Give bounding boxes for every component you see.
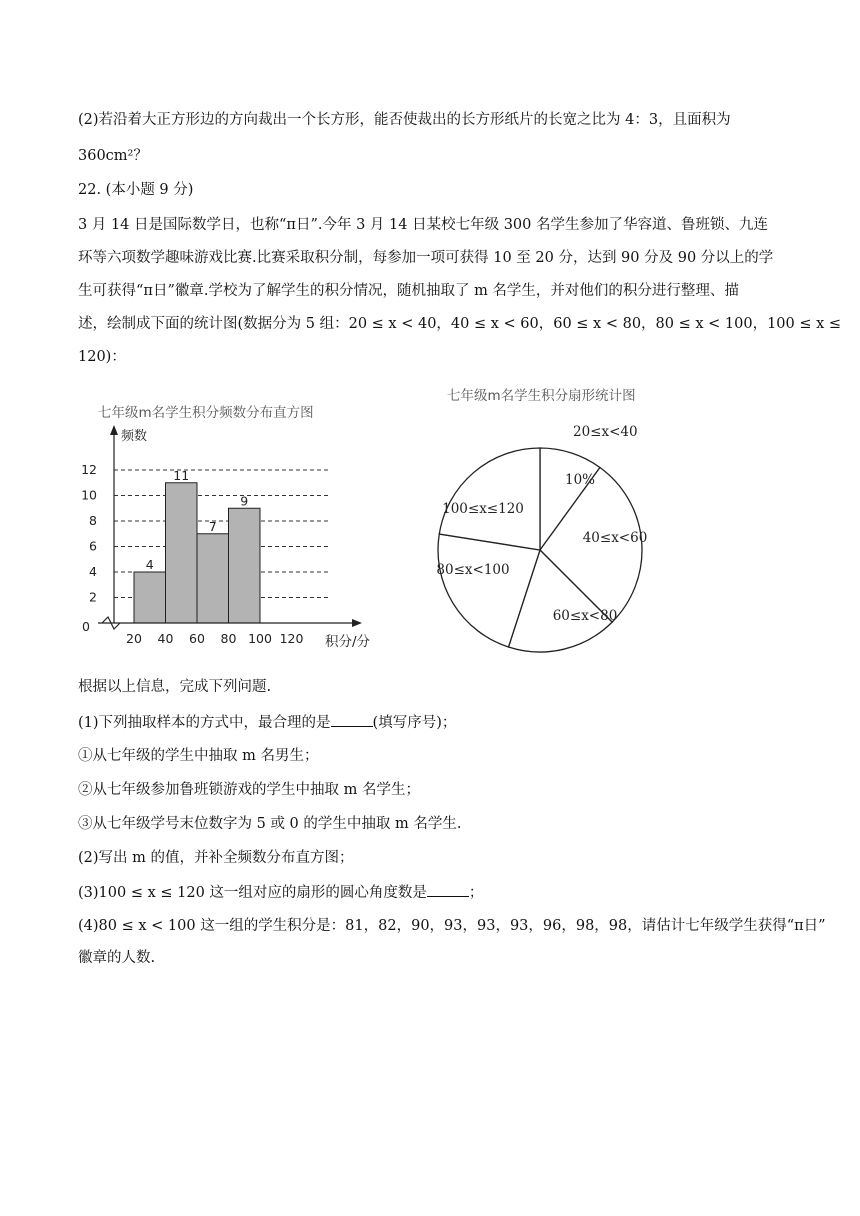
x-tick-60: 60 <box>189 631 205 646</box>
x-tick-80: 80 <box>220 631 237 646</box>
histogram-bar-2 <box>166 483 198 623</box>
question-22-paragraph-line-5: 120)： <box>78 349 126 365</box>
transition-text: 根据以上信息，完成下列问题. <box>78 679 272 695</box>
option-2: ②从七年级参加鲁班锁游戏的学生中抽取 m 名学生； <box>78 782 420 798</box>
pie-chart <box>425 380 655 660</box>
y-tick-2: 2 <box>89 589 97 605</box>
x-tick-100: 100 <box>248 631 272 646</box>
pie-slice-label-1: 20≤x<40 <box>573 424 638 440</box>
pie-slice-label-2: 40≤x<60 <box>582 530 648 546</box>
pie-title: 七年级m名学生积分扇形统计图 <box>447 388 636 404</box>
histogram-y-axis-label: 频数 <box>121 429 148 444</box>
sub-question-1-prefix: (1)下列抽取样本的方式中，最合理的是 <box>78 715 331 731</box>
data-label-2: 11 <box>173 467 190 483</box>
question-22-paragraph-line-3: 生可获得“π日”徽章.学校为了解学生的积分情况，随机抽取了 m 名学生，并对他们的积分进行整理、描 <box>78 283 739 299</box>
answer-blank-3[interactable] <box>427 882 469 897</box>
histogram-bar-4 <box>229 508 261 623</box>
histogram-bar-3 <box>197 534 229 623</box>
sub-question-3-prefix: (3)100 ≤ x ≤ 120 这一组对应的扇形的圆心角度数是 <box>78 885 427 901</box>
sub-question-1-suffix: (填写序号)； <box>372 715 457 731</box>
y-tick-10: 10 <box>81 487 97 503</box>
data-label-3: 7 <box>208 518 217 534</box>
question-22-header: 22. (本小题 9 分) <box>78 182 194 198</box>
pie-slice-label-5: 100≤x≤120 <box>442 501 524 517</box>
pie-slice-label-4: 80≤x<100 <box>436 562 510 578</box>
sub-question-3-suffix: ； <box>468 885 484 901</box>
histogram-chart <box>70 385 410 660</box>
data-label-1: 4 <box>145 557 154 572</box>
pie-percent-label-1: 10% <box>565 472 596 488</box>
y-tick-8: 8 <box>89 513 97 528</box>
histogram-bar-1 <box>134 572 166 623</box>
question-21-part-2-line-2: 360cm²？ <box>78 148 148 164</box>
sub-question-3 <box>78 882 483 903</box>
x-tick-40: 40 <box>157 631 174 646</box>
y-tick-6: 6 <box>89 538 97 554</box>
pie-slice-5 <box>439 448 540 550</box>
y-tick-0: 0 <box>82 619 90 634</box>
x-tick-120: 120 <box>279 631 304 646</box>
histogram-y-ticks <box>81 462 97 634</box>
sub-question-4-line-2: 徽章的人数. <box>78 950 156 966</box>
option-1: ①从七年级的学生中抽取 m 名男生； <box>78 748 319 764</box>
question-22-paragraph-line-2: 环等六项数学趣味游戏比赛.比赛采取积分制，每参加一项可获得 10 至 20 分，达到 90 分及 90 分以上的学 <box>78 250 774 266</box>
sub-question-1 <box>78 712 456 733</box>
pie-slice-label-3: 60≤x<80 <box>552 608 618 624</box>
sub-question-4-line-1: (4)80 ≤ x < 100 这一组的学生积分是：81，82，90，93，93，93，96，98，98，请估计七年级学生获得“π日” <box>78 918 826 934</box>
sub-question-2: (2)写出 m 的值，并补全频数分布直方图； <box>78 850 354 866</box>
y-tick-12: 12 <box>81 462 97 477</box>
y-tick-4: 4 <box>89 564 97 579</box>
question-22-paragraph-line-4: 述，绘制成下面的统计图(数据分为 5 组：20 ≤ x < 40，40 ≤ x < 60，60 ≤ x < 80，80 ≤ x < 100，100 ≤ x ≤ <box>78 316 842 332</box>
histogram-x-ticks <box>126 631 303 646</box>
x-tick-20: 20 <box>126 631 142 646</box>
histogram-title: 七年级m名学生积分频数分布直方图 <box>98 405 314 421</box>
question-22-paragraph-line-1: 3 月 14 日是国际数学日，也称“π日”.今年 3 月 14 日某校七年级 300 名学生参加了华容道、鲁班锁、九连 <box>78 217 768 233</box>
answer-blank-1[interactable] <box>331 712 373 727</box>
histogram-x-axis-label: 积分/分 <box>325 634 371 650</box>
question-21-part-2-line-1: (2)若沿着大正方形边的方向裁出一个长方形，能否使裁出的长方形纸片的长宽之比为 4：3，且面积为 <box>78 112 731 128</box>
data-label-4: 9 <box>240 493 249 509</box>
option-3: ③从七年级学号末位数字为 5 或 0 的学生中抽取 m 名学生. <box>78 816 462 832</box>
